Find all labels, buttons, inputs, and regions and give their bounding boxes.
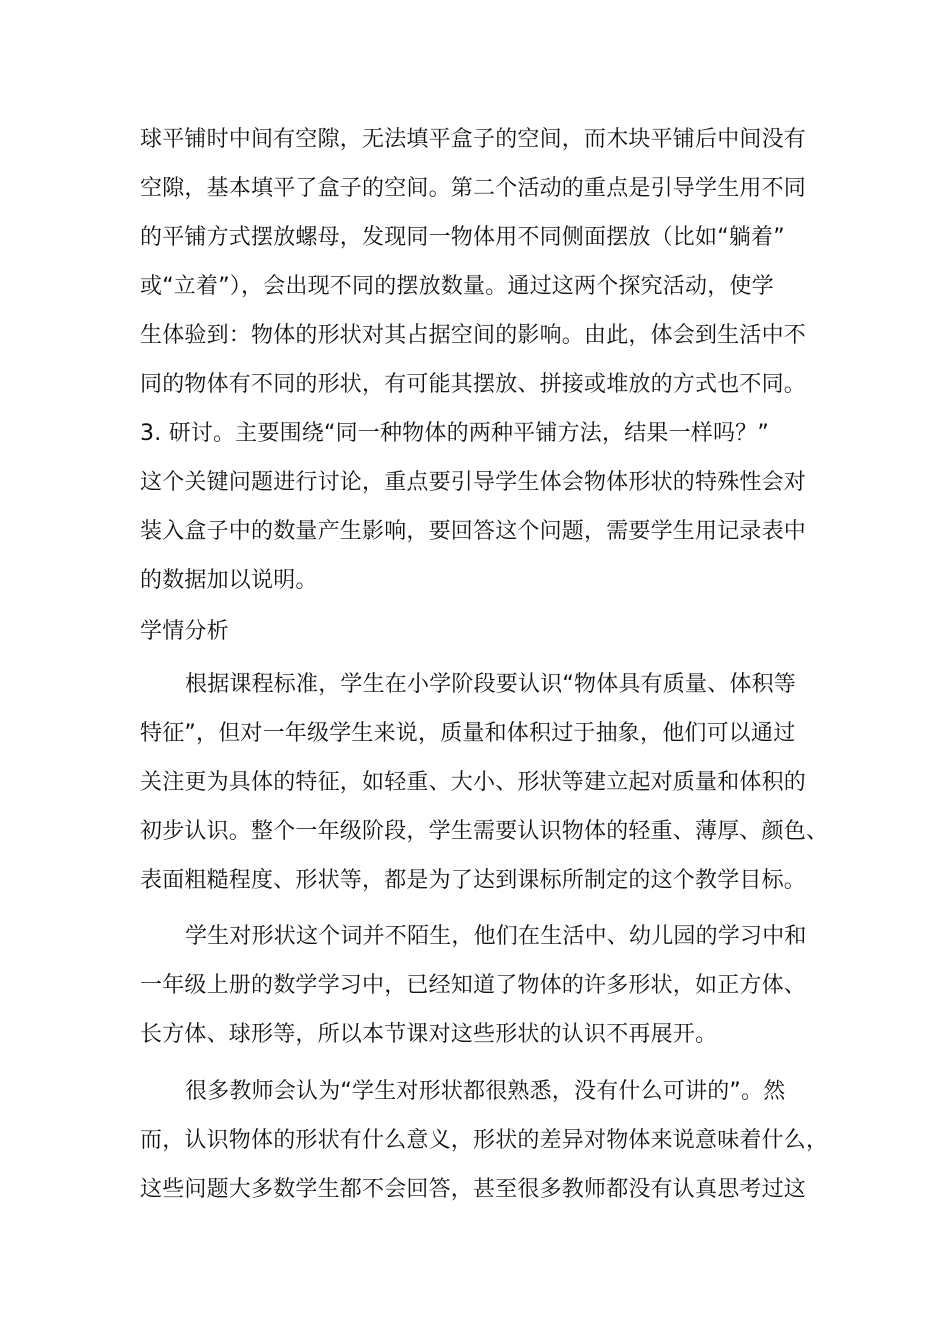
- text-line: 这个关键问题进行讨论，重点要引导学生体会物体形状的特殊性会对: [140, 470, 807, 495]
- text-line: 初步认识。整个一年级阶段，学生需要认识物体的轻重、薄厚、颜色、: [140, 819, 829, 844]
- text-line: 生体验到：物体的形状对其占据空间的影响。由此，体会到生活中不: [140, 323, 807, 348]
- text-line: 同的物体有不同的形状，有可能其摆放、拼接或堆放的方式也不同。: [140, 372, 807, 397]
- paragraph-start: 学生对形状这个词并不陌生，他们在生活中、幼儿园的学习中和: [185, 924, 807, 949]
- text-line: 的平铺方式摆放螺母，发现同一物体用不同侧面摆放（比如“躺着”: [140, 225, 785, 250]
- text-line: 长方体、球形等，所以本节课对这些形状的认识不再展开。: [140, 1022, 718, 1047]
- text-line: 或“立着”），会出现不同的摆放数量。通过这两个探究活动，使学: [140, 274, 774, 299]
- text-line: 的数据加以说明。: [140, 568, 318, 593]
- text-line: 关注更为具体的特征，如轻重、大小、形状等建立起对质量和体积的: [140, 770, 807, 795]
- text-line: 空隙，基本填平了盒子的空间。第二个活动的重点是引导学生用不同: [140, 176, 807, 201]
- numbered-item-3: 3. 研讨。主要围绕“同一种物体的两种平铺方法，结果一样吗？”: [140, 421, 769, 446]
- text-line: 一年级上册的数学学习中，已经知道了物体的许多形状，如正方体、: [140, 973, 807, 998]
- text-line: 而，认识物体的形状有什么意义，形状的差异对物体来说意味着什么，: [140, 1128, 829, 1153]
- paragraph-start: 根据课程标准，学生在小学阶段要认识“物体具有质量、体积等: [185, 672, 796, 697]
- text-line: 这些问题大多数学生都不会回答，甚至很多教师都没有认真思考过这: [140, 1177, 807, 1202]
- text-line: 表面粗糙程度、形状等，都是为了达到课标所制定的这个教学目标。: [140, 868, 807, 893]
- text-line: 装入盒子中的数量产生影响，要回答这个问题，需要学生用记录表中: [140, 519, 807, 544]
- section-heading: 学情分析: [140, 619, 229, 644]
- text-line: 特征”，但对一年级学生来说，质量和体积过于抽象，他们可以通过: [140, 721, 796, 746]
- paragraph-start: 很多教师会认为“学生对形状都很熟悉，没有什么可讲的”。然: [185, 1079, 786, 1104]
- text-line: 球平铺时中间有空隙，无法填平盒子的空间，而木块平铺后中间没有: [140, 127, 807, 152]
